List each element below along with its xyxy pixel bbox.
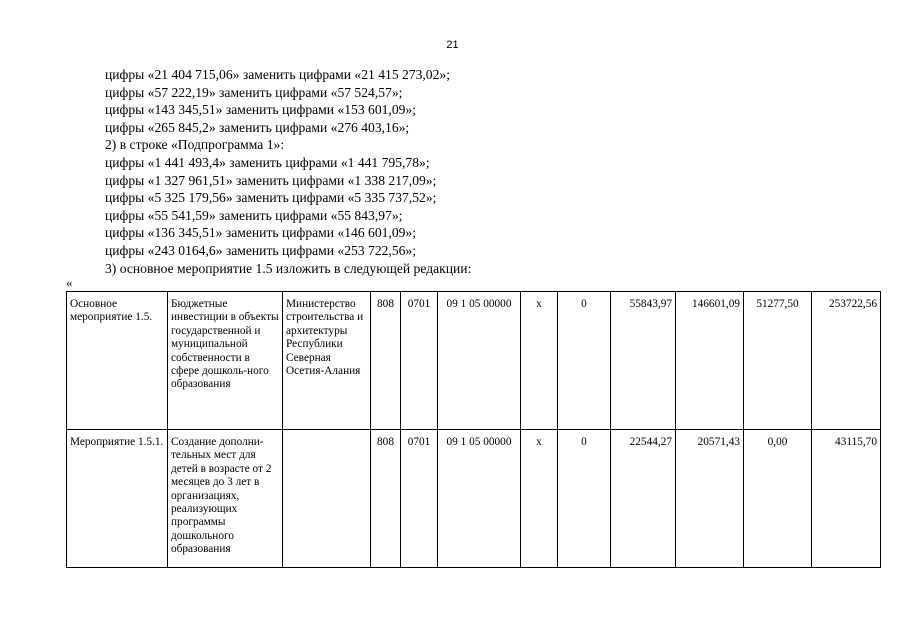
text-line: цифры «1 441 493,4» заменить цифрами «1 441 795,78»; <box>105 154 430 170</box>
cell-executor: Министерство строительства и архитектуры Республики Северная Осетия-Алания <box>283 292 371 430</box>
cell-year-3: 146601,09 <box>676 292 744 430</box>
cell-grbs: 808 <box>371 292 401 430</box>
cell-description: Бюджетные инвестиции в объекты государственной и муниципальной собственности в сфере дошколь-ного образования <box>168 292 283 430</box>
text-line: цифры «265 845,2» заменить цифрами «276 403,16»; <box>105 119 410 135</box>
cell-vr: x <box>521 292 558 430</box>
cell-year-4: 0,00 <box>744 430 812 568</box>
cell-total: 43115,70 <box>812 430 881 568</box>
text-line: цифры «243 0164,6» заменить цифрами «253 722,56»; <box>105 242 416 258</box>
cell-rzpr: 0701 <box>401 430 438 568</box>
open-quote-mark: « <box>66 275 73 290</box>
cell-activity-name: Основное мероприятие 1.5. <box>67 292 168 430</box>
cell-year-4: 51277,50 <box>744 292 812 430</box>
amendment-text <box>107 66 471 277</box>
table-row <box>67 292 881 430</box>
text-line: цифры «1 327 961,51» заменить цифрами «1 338 217,09»; <box>105 172 437 188</box>
text-line: 2) в строке «Подпрограмма 1»: <box>105 137 285 153</box>
cell-rzpr: 0701 <box>401 292 438 430</box>
activity-table <box>66 291 881 568</box>
text-line: цифры «136 345,51» заменить цифрами «146 601,09»; <box>105 225 416 241</box>
cell-activity-name: Мероприятие 1.5.1. <box>67 430 168 568</box>
text-line: 3) основное мероприятие 1.5 изложить в следующей редакции: <box>105 260 472 276</box>
cell-grbs: 808 <box>371 430 401 568</box>
text-line: цифры «21 404 715,06» заменить цифрами «21 415 273,02»; <box>105 67 450 82</box>
cell-csr: 09 1 05 00000 <box>438 292 521 430</box>
text-line: цифры «5 325 179,56» заменить цифрами «5 335 737,52»; <box>105 190 437 206</box>
cell-executor <box>283 430 371 568</box>
cell-year-1: 0 <box>558 430 611 568</box>
cell-csr: 09 1 05 00000 <box>438 430 521 568</box>
cell-vr: x <box>521 430 558 568</box>
cell-total: 253722,56 <box>812 292 881 430</box>
text-line: цифры «55 541,59» заменить цифрами «55 843,97»; <box>105 207 403 223</box>
cell-year-3: 20571,43 <box>676 430 744 568</box>
cell-year-2: 22544,27 <box>611 430 676 568</box>
page-number: 21 <box>446 39 459 51</box>
text-line: цифры «57 222,19» заменить цифрами «57 524,57»; <box>105 84 403 100</box>
cell-description: Создание дополни-тельных мест для детей в возрасте от 2 месяцев до 3 лет в организациях, реализующих программы дошкольного образования <box>168 430 283 568</box>
cell-year-1: 0 <box>558 292 611 430</box>
text-line: цифры «143 345,51» заменить цифрами «153 601,09»; <box>105 102 416 118</box>
cell-year-2: 55843,97 <box>611 292 676 430</box>
table-row <box>67 430 881 568</box>
